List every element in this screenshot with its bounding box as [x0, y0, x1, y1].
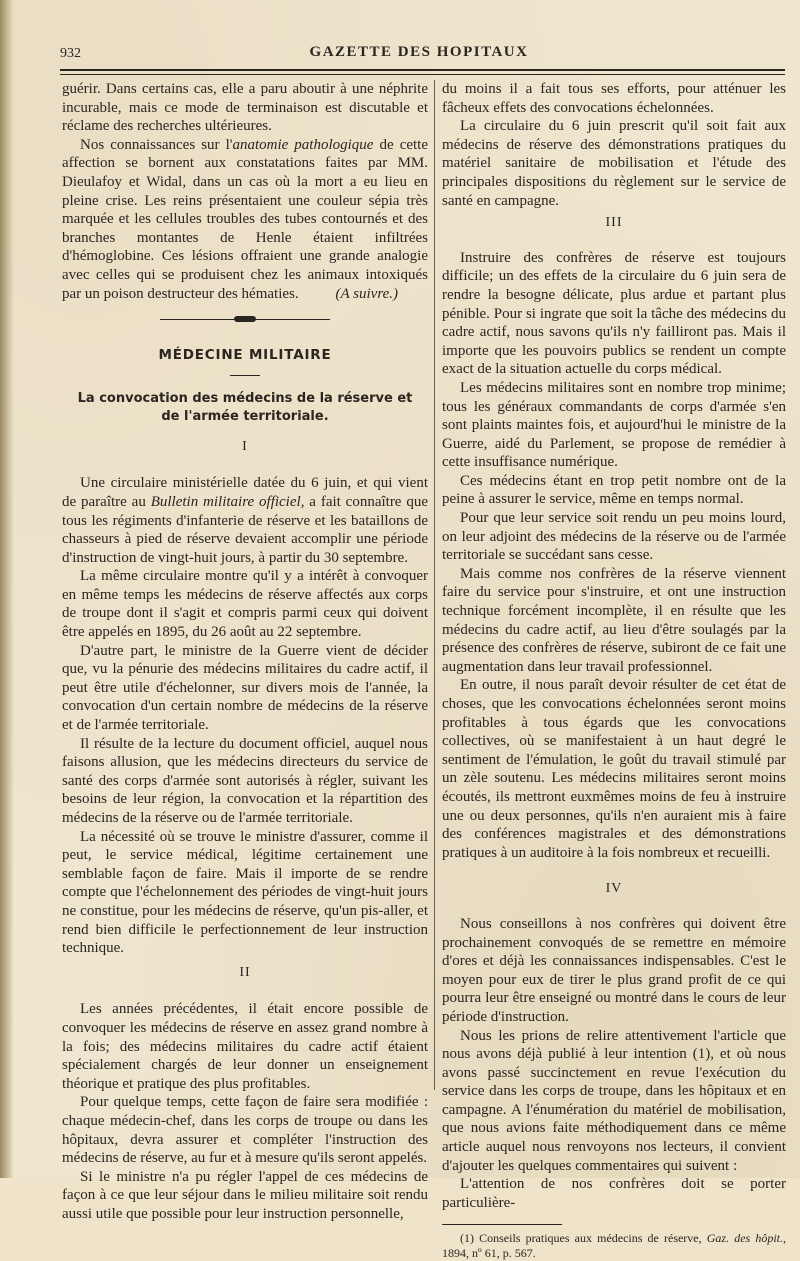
paragraph: Les médecins militaires sont en nombre trop minime; tous les généraux commandants de corps d'armée s'en sont plaints maintes fois, et aujourd'hui le ministre de la Guerre, aidé du Parlement, se propose de remédier à cette insuffisance numérique. [442, 379, 786, 471]
page-edge-shadow [0, 0, 14, 1178]
paragraph: Mais comme nos confrères de la réserve viennent faire du service pour s'instruire, et ont une instruction technique forcément incomplète, il en résulte que les médecins du cadre actif, au lieu d'être soulagés par la présence des confrères de réserve, subiront de ce fait une augmentation dans leur travail professionnel. [442, 565, 786, 675]
paragraph: du moins il a fait tous ses efforts, pour atténuer les fâcheux effets des convocations échelonnées. [442, 81, 786, 116]
paragraph: Nous conseillons à nos confrères qui doivent être prochainement convoqués de se remettre en mémoire d'ores et déjà les connaissances indispensables. C'est le moyen pour eux de tirer le plus grand profit de ce qui pourra leur être enseigné ou montré dans le cours de leur période d'instruction. [442, 915, 786, 1025]
section-number: IV [605, 881, 623, 897]
paragraph: En outre, il nous paraît devoir résulter de cet état de choses, que les convocations échelonnées seront moins profitables à tous égards que les convocations collectives, où se manifestaient à un haut degré le sentiment de l'émulation, le goût du travail stimulé par un zèle soutenu. Les médecins militaires seront moins écoutés, ils mettront euxmêmes moins de feu à instruire une ou deux personnes, qu'ils n'en auraient mis à faire des conférences magistrales et des démonstrations pratiques à un auditoire à la fois nombreux et recueilli. [442, 677, 786, 861]
paragraph: Nos connaissances sur l'anatomie pathologique de cette affection se bornent aux constatations faites par MM. Dieulafoy et Widal, dans un cas où la mort a eu lieu en pleine crise. Les reins présentaient une couleur sépia très marquée et les cellules troubles des tubes contournés et des branches montantes de Henle étaient infiltrées d'hémoglobine. Ces lésions offraient une grande analogie avec celles qui se produisent chez les animaux intoxiqués par un poison destructeur des hématies. [62, 136, 428, 302]
section-number: III [605, 215, 623, 231]
footnote: (1) Conseils pratiques aux médecins de réserve, Gaz. des hôpit., 1894, nº 61, p. 567. [442, 1231, 787, 1261]
paragraph: Pour que leur service soit rendu un peu moins lourd, on leur adjoint des médecins de la réserve ou de l'armée territoriale se succédant sans cesse. [442, 510, 786, 564]
running-title: GAZETTE DES HOPITAUX [309, 44, 529, 60]
paragraph: D'autre part, le ministre de la Guerre vient de décider que, vu la pénurie des médecins militaires du cadre actif, il peut être utile d'échelonner, sur divers mois de l'année, la convocation d'un certain nombre de médecins de la réserve et de l'armée territoriale. [62, 642, 428, 734]
right-column [442, 80, 786, 1261]
ornamental-rule [160, 319, 330, 320]
header-rule [60, 69, 785, 75]
section-number: II [239, 964, 251, 980]
paragraph: Une circulaire ministérielle datée du 6 juin, et qui vient de paraître au Bulletin militaire officiel, a fait connaître que tous les régiments d'infanterie de réserve et les bataillons de chasseurs à pied de réserve devaient accomplir une période d'instruction de vingt-huit jours, à partir du 30 septembre. [62, 475, 428, 566]
paragraph: Ces médecins étant en trop petit nombre ont de la peine à assurer le service, même en temps normal. [442, 472, 786, 508]
paragraph: Les années précédentes, il était encore possible de convoquer les médecins de réserve en assez grand nombre à la fois; des médecins militaires du cadre actif étaient spécialement chargés de leur donner un enseignement théorique et pratique des plus profitables. [62, 1001, 428, 1092]
paragraph: guérir. Dans certains cas, elle a paru aboutir à une néphrite incurable, mais ce mode de terminaison est discutable et réclame des recherches ultérieures. [62, 81, 428, 135]
paragraph: Si le ministre n'a pu régler l'appel de ces médecins de façon à ce que leur séjour dans le milieu militaire soit rendu aussi utile que possible pour leur instruction personnelle, [62, 1168, 428, 1222]
left-column [62, 80, 428, 1223]
section-heading: MÉDECINE MILITAIRE [158, 347, 332, 364]
paragraph: Il résulte de la lecture du document officiel, auquel nous faisons allusion, que les médecins directeurs du service de santé des corps d'armée sont autorisés à régler, suivant les besoins de leur région, la convocation et la répartition des médecins de la réserve ou de l'armée territoriale. [62, 735, 428, 826]
section-number: I [242, 438, 248, 454]
paragraph: L'attention de nos confrères doit se porter particulière- [442, 1176, 786, 1211]
footnote-rule [442, 1224, 562, 1225]
paragraph: Nous les prions de relire attentivement l'article que nous avons déjà publié à leur intention (1), et où nous avons passé succinctement en revue l'exécution du service dans les corps de troupe, dans les hôpitaux et en campagne. A l'énumération du matériel de mobilisation, que nous avions faite méthodiquement dans ce même article auquel nous renvoyons nos lecteurs, il convient d'ajouter les quelques commentaires qui suivent : [442, 1027, 786, 1174]
paragraph: Instruire des confrères de réserve est toujours difficile; un des effets de la circulaire du 6 juin sera de rendre la besogne délicate, plus ardue et partant plus pénible. Pour si ingrate que soit la tâche des médecins du cadre actif, nous savons qu'ils n'y failliront pas. Mais il importe que les pouvoirs publics se rendent un compte exact de la situation actuelle du corps médical. [442, 249, 786, 378]
paragraph: La même circulaire montre qu'il y a intérêt à convoquer en même temps les médecins de réserve affectés aux corps de troupe dont il s'agit et compris parmi ceux qui doivent être appelés en 1895, du 26 août au 22 septembre. [62, 568, 428, 641]
page-number: 932 [60, 46, 81, 61]
to-be-continued: (A suivre.) [335, 285, 398, 302]
paragraph: La circulaire du 6 juin prescrit qu'il soit fait aux médecins de réserve des démonstrations pratiques du matériel sanitaire de mobilisation et l'étude des principales dispositions du règlement sur le service de santé en campagne. [442, 118, 786, 209]
article-title: La convocation des médecins de la réserve et de l'armée territoriale. [77, 390, 413, 424]
page-header [60, 44, 778, 66]
short-rule [230, 375, 260, 376]
column-divider [434, 80, 435, 1090]
paragraph: La nécessité où se trouve le ministre d'assurer, comme il peut, le service médical, légitime certainement une semblable façon de faire. Mais il importe de se rendre compte que l'échelonnement des périodes de vingt-huit jours ne constitue, pour les médecins de réserve, qu'un pis-aller, et rend bien difficile le perfectionnement de leur instruction technique. [62, 828, 428, 957]
paragraph: Pour quelque temps, cette façon de faire sera modifiée : chaque médecin-chef, dans les corps de troupe ou dans les hôpitaux, devra assurer et compléter l'instruction des médecins de réserve, au fur et à mesure qu'ils seront appelés. [62, 1094, 428, 1167]
